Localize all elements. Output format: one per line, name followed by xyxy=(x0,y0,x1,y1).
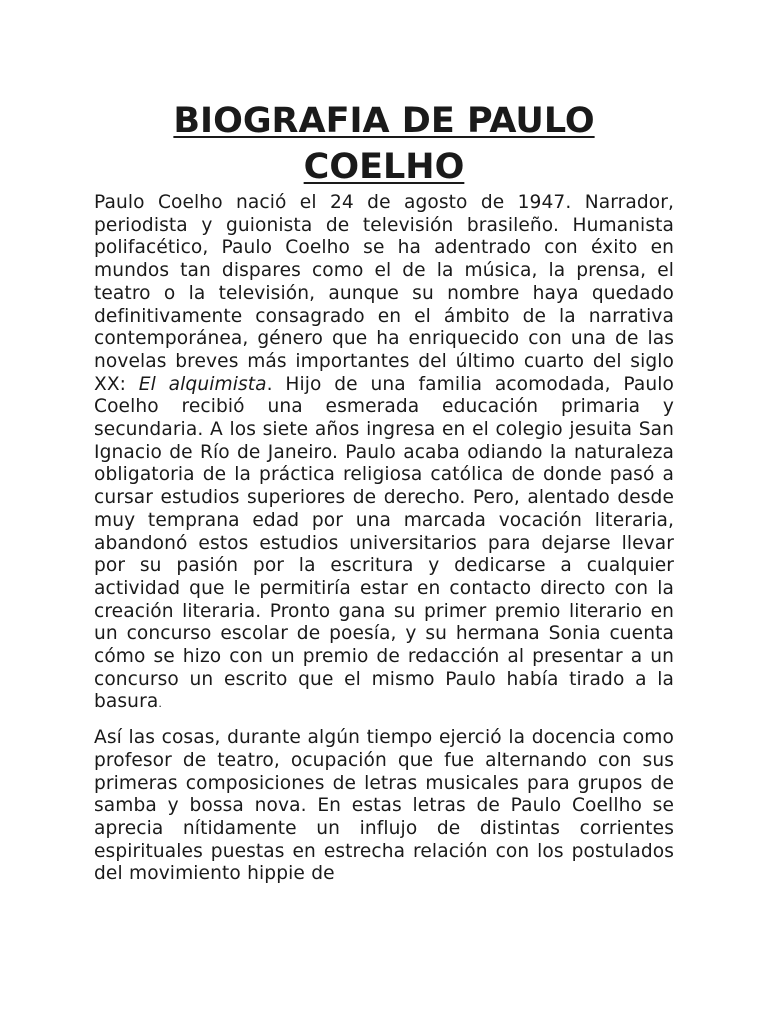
paragraph-1-text-b: . Hijo de una familia acomodada, Paulo Coelho recibió una esmerada educación primaria y secundaria. A los siete años ingresa en el colegio jesuita San Ignacio de Río de Janeiro. Paulo acaba odiando la naturaleza obligatoria de la práctica religiosa católica de donde pasó a cursar estudios superiores de derecho. Pero, alentado desde muy temprana edad por una marcada vocación literaria, abandonó estos estudios universitarios para dejarse llevar por su pasión por la escritura y dedicarse a cualquier actividad que le permitiría estar en contacto directo con la creación literaria. Pronto gana su primer premio literario en un concurso escolar de poesía, y su hermana Sonia cuenta cómo se hizo con un premio de redacción al presentar a un concurso un escrito que el mismo Paulo había tirado a la basura xyxy=(94,373,674,713)
paragraph-1 xyxy=(94,192,674,716)
page-title-text: BIOGRAFIA DE PAULO COELHO xyxy=(173,101,595,187)
paragraph-2: Así las cosas, durante algún tiempo ejerció la docencia como profesor de teatro, ocupación que fue alternando con sus primeras composiciones de letras musicales para grupos de samba y bossa nova. En estas letras de Paulo Coellho se aprecia nítidamente un influjo de distintas corrientes espirituales puestas en estrecha relación con los postulados del movimiento hippie de xyxy=(94,727,674,885)
page-title xyxy=(94,98,674,190)
book-title-el-alquimista: El alquimista xyxy=(138,373,267,395)
paragraph-1-end-period: . xyxy=(158,697,162,711)
paragraph-1-text-a: Paulo Coelho nació el 24 de agosto de 1947. Narrador, periodista y guionista de televisión brasileño. Humanista polifacético, Paulo Coelho se ha adentrado con éxito en mundos tan dispares como el de la música, la prensa, el teatro o la televisión, aunque su nombre haya quedado definitivamente consagrado en el ámbito de la narrativa contemporánea, género que ha enriquecido con una de las novelas breves más importantes del último cuarto del siglo XX: xyxy=(94,192,674,395)
document-body xyxy=(94,192,674,886)
